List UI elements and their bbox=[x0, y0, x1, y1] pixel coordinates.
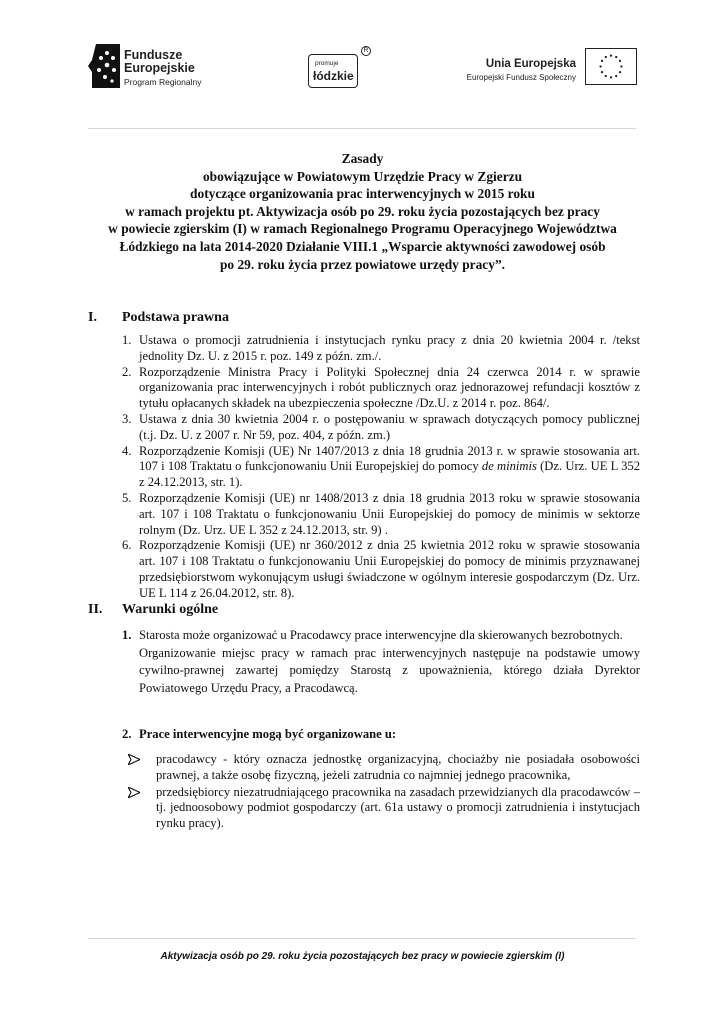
bullet-text: pracodawcy - który oznacza jednostkę organizacyjną, chociażby nie posiadała osobowości prawnej, a także osobę fizyczną, jeżeli zatrudnia co najmniej jednego pracownika, bbox=[156, 752, 640, 782]
list-item-text: Ustawa z dnia 30 kwietnia 2004 r. o postępowaniu w sprawach dotyczących pomocy publicznej (t.j. Dz. U. z 2007 r. Nr 59, poz. 404, z późn. zm.) bbox=[139, 411, 640, 442]
paragraph-number: 2. bbox=[122, 727, 132, 741]
section-2-heading bbox=[88, 602, 218, 618]
title-line: po 29. roku życia przez powiatowe urzędy pracy”. bbox=[219, 256, 505, 272]
title-line: Łódzkiego na lata 2014-2020 Działanie VIII.1 „Wsparcie aktywności zawodowej osób bbox=[119, 238, 606, 254]
list-item-text-pre: Rozporządzenie Komisji (UE) Nr 1407/2013 z dnia 18 grudnia 2013 r. w sprawie stosowania art. 107 i 108 Traktatu o funkcjonowaniu Unii Europejskiej do pomocy bbox=[139, 443, 640, 474]
title-line: w powiecie zgierskim (I) w ramach Regionalnego Programu Operacyjnego Województwa bbox=[108, 221, 617, 237]
paragraph-text-a: Starosta może organizować u Pracodawcy prace interwencyjne dla skierowanych bezrobotnych. bbox=[139, 628, 623, 642]
employer-types-list bbox=[122, 752, 640, 833]
lodz-logo-box bbox=[308, 54, 358, 88]
eu-sub: Europejski Fundusz Społeczny bbox=[466, 73, 576, 82]
lodz-logo-small: promuje bbox=[315, 60, 339, 67]
list-item-number: 4. bbox=[122, 443, 132, 458]
list-item bbox=[122, 333, 640, 365]
list-item-text-em: de minimis bbox=[481, 459, 537, 474]
footer-divider bbox=[88, 938, 636, 939]
list-item bbox=[122, 365, 640, 412]
list-item-text: Rozporządzenie Komisji (UE) nr 1408/2013 z dnia 18 grudnia 2013 roku w sprawie stosowania art. 107 i 108 Traktatu o funkcjonowaniu Unii Europejskiej do pomocy de minimis w sektorze rolnym (Dz. Urz. UE L 352 z 24.12.2013, str. 9) . bbox=[139, 490, 640, 537]
title-line: obowiązujące w Powiatowym Urzędzie Pracy w Zgierzu bbox=[202, 168, 523, 184]
bullet-item bbox=[122, 752, 640, 784]
section-2-title: Warunki ogólne bbox=[122, 602, 219, 617]
paragraph-text-b: Organizowanie miejsc pracy w ramach prac interwencyjnych następuje na podstawie umowy cywilno-prawnej zawartej pomiędzy Starostą z upoważnienia, którego działa Dyrektor Powiatowego Urzędu Pracy, a Pracodawcą. bbox=[139, 645, 640, 695]
list-item-number: 1. bbox=[122, 333, 132, 347]
section-1-heading bbox=[88, 310, 229, 326]
list-item bbox=[122, 444, 640, 491]
list-item-number: 6. bbox=[122, 538, 132, 553]
list-item-number: 2. bbox=[122, 364, 132, 379]
fundusze-europejskie-logo bbox=[88, 44, 228, 92]
bullet-text: przedsiębiorcy niezatrudniającego pracownika na zasadach przewidzianych dla pracodawców – tj. jednoosobowy podmiot gospodarczy (art. 61a ustawy o promocji zatrudnienia i instytucjach rynku pracy). bbox=[156, 784, 640, 831]
paragraph-title: Prace interwencyjne mogą być organizowane u: bbox=[139, 727, 397, 741]
header-divider bbox=[88, 128, 636, 129]
paragraph-number: 1. bbox=[122, 628, 132, 642]
eu-title: Unia Europejska bbox=[485, 58, 576, 70]
title-line: Zasady bbox=[341, 151, 384, 166]
list-item bbox=[122, 412, 640, 444]
list-item-number: 3. bbox=[122, 411, 132, 426]
section-1-number: I. bbox=[88, 310, 97, 325]
section-2-number: II. bbox=[88, 602, 103, 617]
title-line: w ramach projektu pt. Aktywizacja osób po 29. roku życia pozostających bez pracy bbox=[125, 203, 600, 219]
eu-logo-text bbox=[458, 58, 576, 82]
list-item-text: Rozporządzenie Komisji (UE) nr 360/2012 z dnia 25 kwietnia 2012 roku w sprawie stosowania art. 107 i 108 Traktatu o funkcjonowaniu Unii Europejskiej do pomocy de minimis przyznawanej przedsiębiorstwom wykonującym usługi świadczone w ogólnym interesie gospodarczym (Dz. Urz. UE L 114 z 26.04.2012, str. 8). bbox=[139, 538, 640, 600]
page-header bbox=[0, 0, 725, 130]
document-title bbox=[60, 150, 665, 273]
fe-logo-line1: Fundusze bbox=[124, 48, 183, 62]
fe-star-icon bbox=[88, 44, 120, 88]
list-item-text bbox=[139, 444, 640, 490]
arrow-bullet-icon bbox=[128, 754, 140, 765]
promuje-lodzkie-logo bbox=[308, 46, 368, 88]
bullet-item bbox=[122, 785, 640, 832]
legal-basis-list bbox=[122, 333, 640, 602]
registered-mark-icon: R bbox=[361, 46, 371, 56]
list-item bbox=[122, 538, 640, 601]
title-line: dotyczące organizowania prac interwencyjnych w 2015 roku bbox=[190, 186, 535, 202]
eu-flag-icon bbox=[585, 48, 637, 85]
list-item-text: Ustawa o promocji zatrudnienia i instytucjach rynku pracy z dnia 20 kwietnia 2004 r. /tekst jednolity Dz. U. z 2015 r. poz. 149 z późn. zm./. bbox=[139, 333, 640, 363]
general-conditions-paragraph-2 bbox=[122, 726, 640, 744]
general-conditions-paragraph-1 bbox=[122, 627, 640, 697]
page-footer: Aktywizacja osób po 29. roku życia pozostających bez pracy w powiecie zgierskim (I) bbox=[160, 951, 565, 962]
lodz-logo-big: łódzkie bbox=[313, 69, 354, 83]
fe-logo-text bbox=[124, 49, 195, 75]
list-item-text-post: (Dz. Urz. UE L 352 z 24.12.2013, str. 1). bbox=[139, 459, 640, 490]
list-item bbox=[122, 491, 640, 538]
section-1-title: Podstawa prawna bbox=[122, 310, 229, 325]
fe-logo-sub: Program Regionalny bbox=[124, 77, 202, 87]
arrow-bullet-icon bbox=[128, 787, 140, 798]
list-item-number: 5. bbox=[122, 490, 132, 505]
list-item-text: Rozporządzenie Ministra Pracy i Polityki Społecznej dnia 24 czerwca 2014 r. w sprawie organizowania prac interwencyjnych i robót publicznych oraz jednorazowej refundacji kosztów z tytułu opłacanych składek na ubezpieczenia społeczne /Dz.U. z 2014 r. poz. 864/. bbox=[139, 364, 640, 411]
fe-logo-line2: Europejskie bbox=[124, 61, 195, 75]
